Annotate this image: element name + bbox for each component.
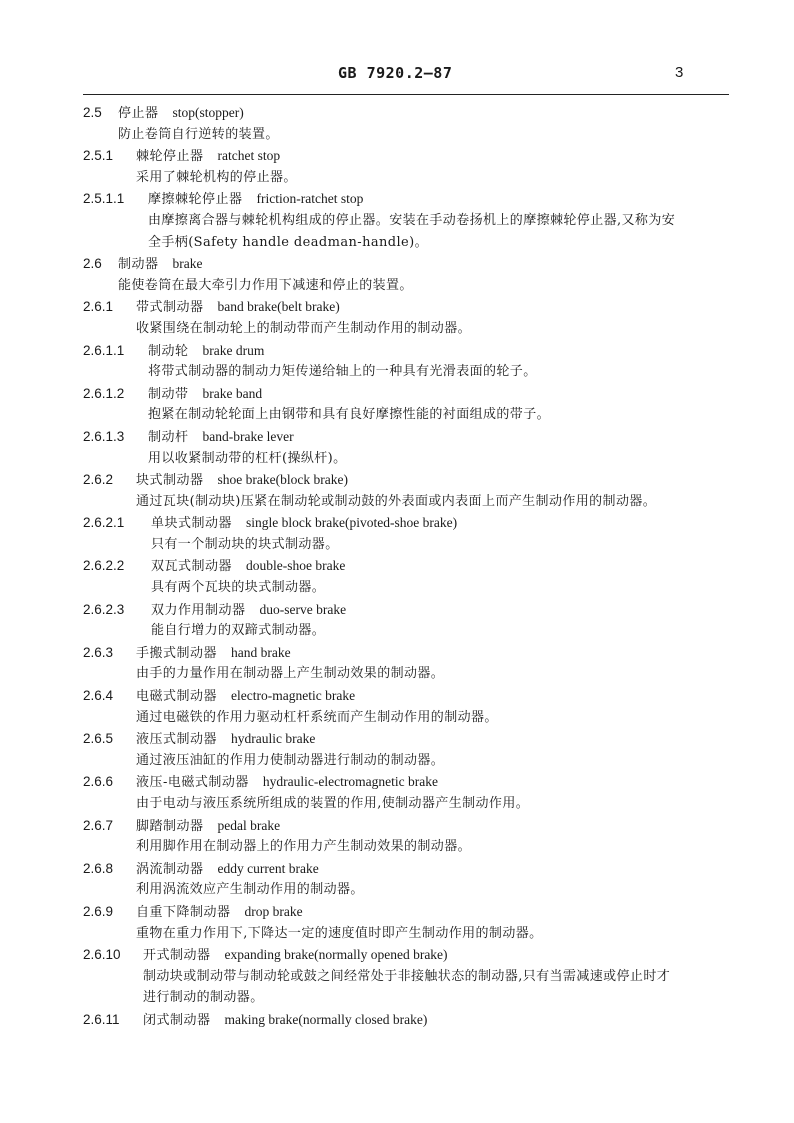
clause-number: 2.6.2 <box>83 472 114 488</box>
term-english: friction-ratchet stop <box>256 191 364 207</box>
term <box>136 685 355 708</box>
glossary-entry <box>0 685 794 728</box>
definition-text: 抱紧在制动轮轮面上由钢带和具有良好摩擦性能的衬面组成的带子。 <box>148 407 551 423</box>
definition-line <box>0 404 794 426</box>
glossary-body <box>0 102 794 1031</box>
term <box>136 858 319 881</box>
entry-heading <box>0 102 794 124</box>
definition-text: 具有两个瓦块的块式制动器。 <box>151 580 326 596</box>
glossary-entry <box>0 426 794 469</box>
clause-number: 2.6.9 <box>83 903 114 919</box>
entry-heading <box>0 253 794 275</box>
standard-code: GB 7920.2—87 <box>338 64 453 82</box>
term-english: brake band <box>202 385 263 401</box>
clause-number: 2.6.1 <box>83 299 114 315</box>
term-english: brake <box>172 256 203 272</box>
term-english: duo-serve brake <box>259 601 347 617</box>
clause-number: 2.6 <box>83 256 102 272</box>
glossary-entry <box>0 253 794 296</box>
clause-number: 2.6.8 <box>83 860 114 876</box>
page-header <box>0 62 794 86</box>
definition-text: 利用脚作用在制动器上的作用力产生制动效果的制动器。 <box>136 839 472 855</box>
term-chinese: 电磁式制动器 <box>136 689 218 705</box>
term-chinese: 制动杆 <box>148 429 189 445</box>
glossary-entry <box>0 642 794 685</box>
glossary-entry <box>0 383 794 426</box>
term <box>143 1009 427 1032</box>
glossary-entry <box>0 512 794 555</box>
definition-line <box>0 124 794 146</box>
glossary-entry <box>0 145 794 188</box>
term-chinese: 闭式制动器 <box>143 1012 211 1028</box>
term-english: ratchet stop <box>217 148 281 164</box>
term-english: double-shoe brake <box>246 558 346 574</box>
entry-heading <box>0 901 794 923</box>
definition-line <box>0 793 794 815</box>
clause-number: 2.5.1.1 <box>83 191 125 207</box>
glossary-entry <box>0 469 794 512</box>
glossary-entry <box>0 599 794 642</box>
term-chinese: 液压式制动器 <box>136 732 218 748</box>
definition-text: 进行制动的制动器。 <box>143 990 264 1006</box>
definition-text: 由手的力量作用在制动器上产生制动效果的制动器。 <box>136 666 445 682</box>
definition-text: 将带式制动器的制动力矩传递给轴上的一种具有光滑表面的轮子。 <box>148 364 537 380</box>
definition-line <box>0 836 794 858</box>
term-chinese: 双力作用制动器 <box>151 602 246 618</box>
clause-number: 2.5.1 <box>83 148 114 164</box>
term <box>118 102 244 125</box>
term <box>136 728 315 751</box>
term-chinese: 制动器 <box>118 257 159 273</box>
clause-number: 2.6.2.2 <box>83 558 125 574</box>
page-number: 3 <box>675 64 684 81</box>
definition-text: 由于电动与液压系统所组成的装置的作用,使制动器产生制动作用。 <box>136 796 530 811</box>
clause-number: 2.6.2.1 <box>83 515 125 531</box>
term <box>136 771 438 794</box>
term <box>136 901 303 924</box>
clause-number: 2.6.6 <box>83 774 114 790</box>
term-chinese: 脚踏制动器 <box>136 818 204 834</box>
term-english: band-brake lever <box>202 428 294 444</box>
term <box>136 296 340 319</box>
term <box>148 340 264 363</box>
glossary-entry <box>0 296 794 339</box>
definition-line <box>0 275 794 297</box>
definition-text: 通过瓦块(制动块)压紧在制动轮或制动鼓的外表面或内表面上而产生制动作用的制动器。 <box>136 493 657 509</box>
clause-number: 2.6.10 <box>83 947 121 963</box>
definition-line <box>0 534 794 556</box>
glossary-entry <box>0 1009 794 1031</box>
glossary-entry <box>0 944 794 1009</box>
definition-line <box>0 923 794 945</box>
term-chinese: 涡流制动器 <box>136 861 204 877</box>
term-chinese: 制动带 <box>148 386 189 402</box>
term <box>136 815 280 838</box>
term-english: expanding brake(normally opened brake) <box>224 947 448 963</box>
term-chinese: 开式制动器 <box>143 948 211 964</box>
term-english: brake drum <box>202 342 265 358</box>
glossary-entry <box>0 858 794 901</box>
entry-heading <box>0 642 794 664</box>
definition-text: 制动块或制动带与制动轮或鼓之间经常处于非接触状态的制动器,只有当需减速或停止时才 <box>143 968 671 984</box>
definition-line <box>0 361 794 383</box>
entry-heading <box>0 145 794 167</box>
definition-text: 能自行增力的双蹄式制动器。 <box>151 623 326 639</box>
term-chinese: 摩擦棘轮停止器 <box>148 192 243 208</box>
term <box>148 426 294 449</box>
term-chinese: 带式制动器 <box>136 300 204 316</box>
clause-number: 2.6.1.2 <box>83 385 125 401</box>
term <box>151 512 457 535</box>
clause-number: 2.6.4 <box>83 688 114 704</box>
definition-line <box>0 750 794 772</box>
term <box>143 944 448 967</box>
term-english: pedal brake <box>217 817 281 833</box>
term <box>148 188 363 211</box>
entry-heading <box>0 188 794 210</box>
term-english: drop brake <box>244 903 303 919</box>
entry-heading <box>0 296 794 318</box>
entry-heading <box>0 815 794 837</box>
definition-text: 只有一个制动块的块式制动器。 <box>151 536 339 552</box>
entry-heading <box>0 383 794 405</box>
term-chinese: 停止器 <box>118 106 159 121</box>
definition-line <box>0 167 794 189</box>
term <box>151 599 346 622</box>
definition-text: 防止卷筒自行逆转的装置。 <box>118 126 279 142</box>
term <box>151 555 345 578</box>
definition-line <box>0 987 794 1009</box>
entry-heading <box>0 685 794 707</box>
term-chinese: 手搬式制动器 <box>136 645 218 661</box>
definition-text: 通过液压油缸的作用力使制动器进行制动的制动器。 <box>136 752 445 768</box>
definition-line <box>0 210 794 232</box>
definition-text: 收紧围绕在制动轮上的制动带而产生制动作用的制动器。 <box>136 320 472 336</box>
term-english: electro-magnetic brake <box>231 688 356 704</box>
definition-line <box>0 318 794 340</box>
definition-line <box>0 663 794 685</box>
term <box>136 642 291 665</box>
clause-number: 2.6.7 <box>83 817 114 833</box>
definition-text: 由摩擦离合器与棘轮机构组成的停止器。安装在手动卷扬机上的摩擦棘轮停止器,又称为安 <box>148 212 676 228</box>
glossary-entry <box>0 188 794 253</box>
clause-number: 2.5 <box>83 105 102 120</box>
term <box>148 383 262 406</box>
definition-line <box>0 966 794 988</box>
glossary-entry <box>0 771 794 814</box>
definition-line <box>0 879 794 901</box>
clause-number: 2.6.2.3 <box>83 601 125 617</box>
clause-number: 2.6.1.1 <box>83 342 125 358</box>
definition-line <box>0 620 794 642</box>
clause-number: 2.6.11 <box>83 1011 120 1027</box>
term-english: making brake(normally closed brake) <box>224 1011 428 1027</box>
term-chinese: 双瓦式制动器 <box>151 559 233 575</box>
entry-heading <box>0 599 794 621</box>
definition-text: 采用了棘轮机构的停止器。 <box>136 169 297 185</box>
term <box>136 145 280 168</box>
glossary-entry <box>0 340 794 383</box>
definition-line <box>0 577 794 599</box>
clause-number: 2.6.5 <box>83 731 114 747</box>
term-chinese: 自重下降制动器 <box>136 904 231 920</box>
entry-heading <box>0 512 794 534</box>
term-english: hand brake <box>231 644 291 660</box>
definition-line <box>0 448 794 470</box>
clause-number: 2.6.1.3 <box>83 428 125 444</box>
term-chinese: 液压-电磁式制动器 <box>136 775 249 791</box>
entry-heading <box>0 944 794 966</box>
entry-heading <box>0 771 794 793</box>
term-english: hydraulic brake <box>231 731 316 747</box>
definition-text: 用以收紧制动带的杠杆(操纵杆)。 <box>148 450 347 466</box>
term-english: stop(stopper) <box>172 105 244 120</box>
definition-text: 重物在重力作用下,下降达一定的速度值时即产生制动作用的制动器。 <box>136 925 543 941</box>
entry-heading <box>0 555 794 577</box>
term <box>118 253 203 276</box>
term-english: single block brake(pivoted-shoe brake) <box>246 515 458 531</box>
entry-heading <box>0 469 794 491</box>
entry-heading <box>0 1009 794 1031</box>
definition-text: 通过电磁铁的作用力驱动杠杆系统而产生制动作用的制动器。 <box>136 709 498 725</box>
definition-line <box>0 232 794 254</box>
term <box>136 469 348 492</box>
entry-heading <box>0 426 794 448</box>
term-english: band brake(belt brake) <box>217 299 340 315</box>
entry-heading <box>0 340 794 362</box>
entry-heading <box>0 728 794 750</box>
definition-text: 全手柄(Safety handle deadman-handle)。 <box>148 234 429 250</box>
entry-heading <box>0 858 794 880</box>
term-english: shoe brake(block brake) <box>217 472 348 488</box>
term-chinese: 制动轮 <box>148 343 189 359</box>
glossary-entry <box>0 102 794 145</box>
definition-text: 能使卷筒在最大牵引力作用下减速和停止的装置。 <box>118 277 413 293</box>
clause-number: 2.6.3 <box>83 644 114 660</box>
definition-line <box>0 707 794 729</box>
term-chinese: 块式制动器 <box>136 473 204 489</box>
glossary-entry <box>0 815 794 858</box>
term-english: hydraulic-electromagnetic brake <box>262 774 438 790</box>
header-rule <box>83 94 729 95</box>
glossary-entry <box>0 901 794 944</box>
term-chinese: 棘轮停止器 <box>136 149 204 165</box>
glossary-entry <box>0 555 794 598</box>
definition-text: 利用涡流效应产生制动作用的制动器。 <box>136 882 364 898</box>
glossary-entry <box>0 728 794 771</box>
term-english: eddy current brake <box>217 860 319 876</box>
term-chinese: 单块式制动器 <box>151 516 233 532</box>
definition-line <box>0 491 794 513</box>
